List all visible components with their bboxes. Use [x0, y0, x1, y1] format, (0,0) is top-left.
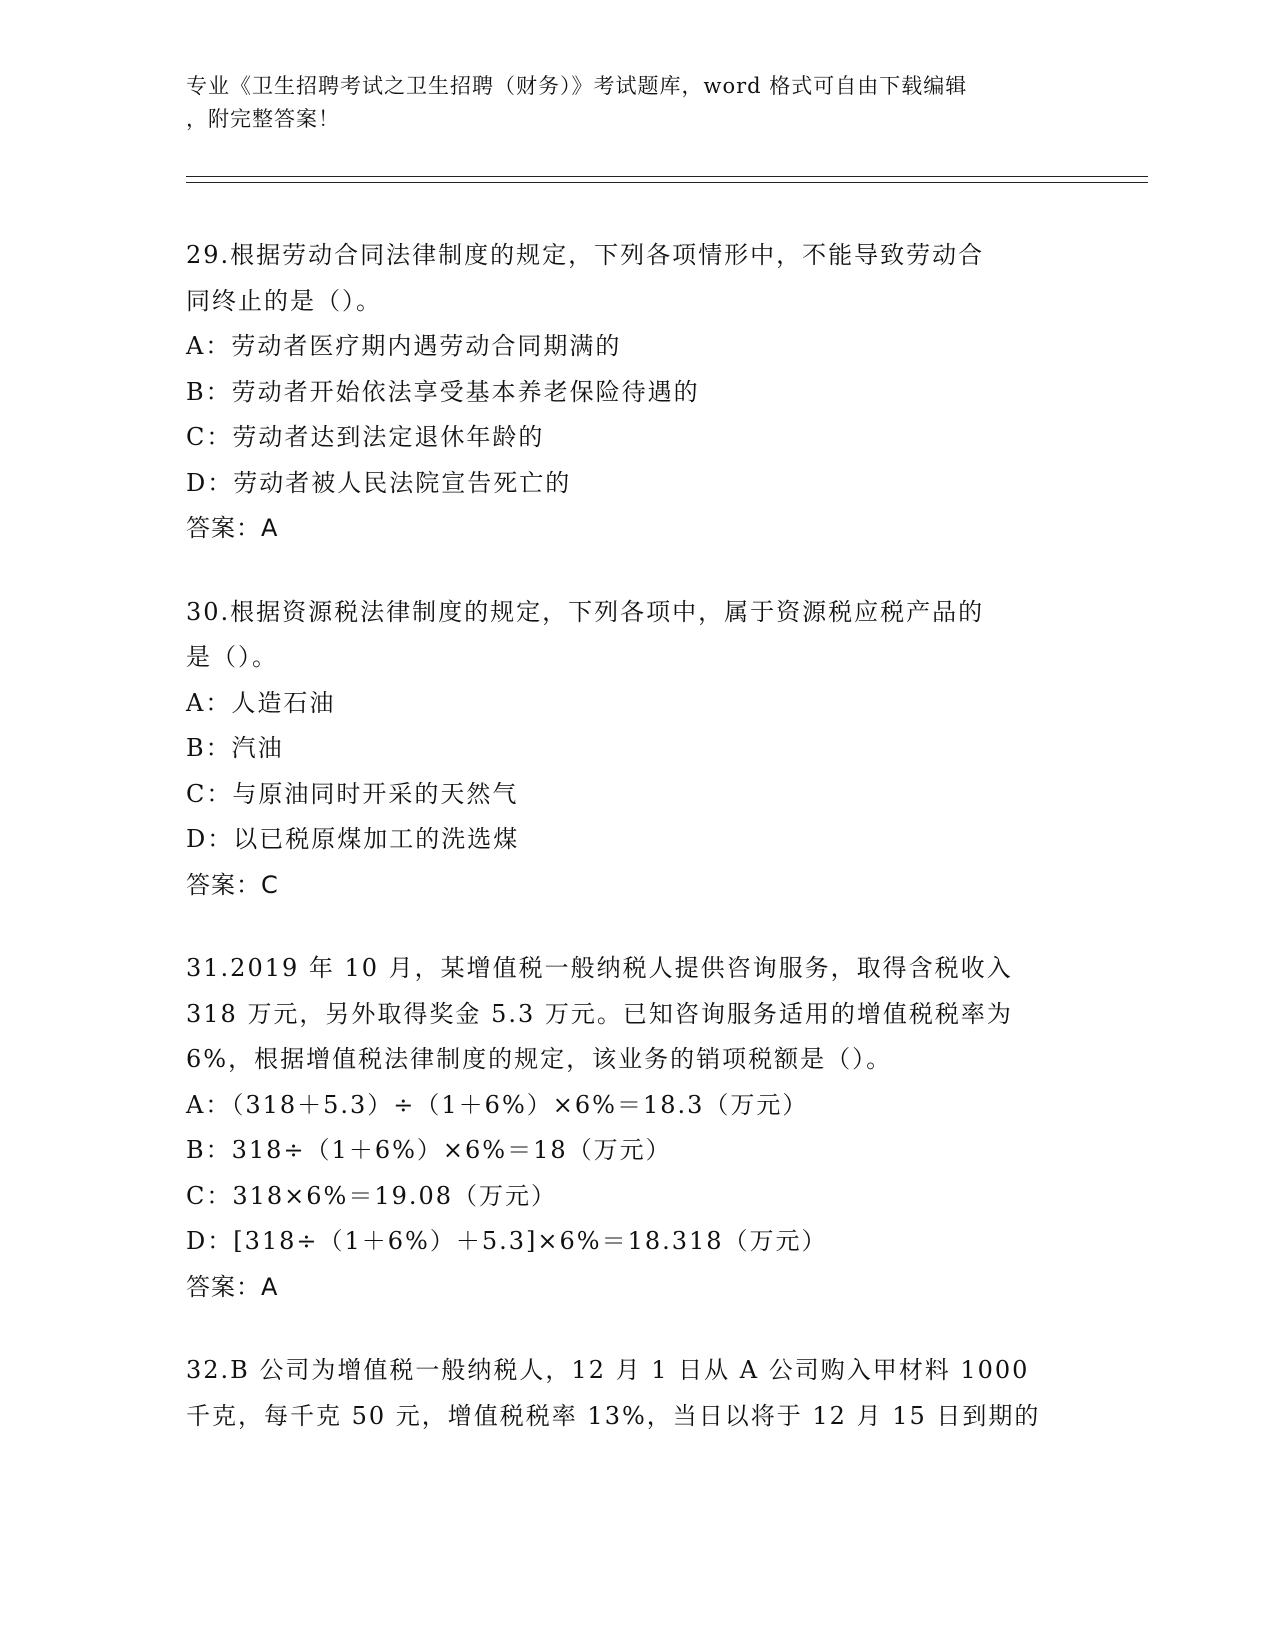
answer-line: 答案：A [186, 514, 279, 542]
question-31 [186, 946, 1086, 1310]
answer-line: 答案：C [186, 870, 279, 899]
header-line-1: 专业《卫生招聘考试之卫生招聘（财务）》考试题库，word 格式可自由下载编辑 [186, 74, 968, 98]
header-divider-bottom [186, 182, 1148, 183]
option-d: D：以已税原煤加工的洗选煤 [186, 825, 520, 853]
option-c: C：318×6%＝19.08（万元） [186, 1181, 558, 1210]
question-stem-line: 30.根据资源税法律制度的规定，下列各项中，属于资源税应税产品的 [186, 597, 985, 626]
option-d: D：劳动者被人民法院宣告死亡的 [186, 468, 572, 497]
question-stem-line: 31.2019 年 10 月，某增值税一般纳税人提供咨询服务，取得含税收入 [186, 954, 1013, 982]
option-d: D：[318÷（1＋6%）＋5.3]×6%＝18.318（万元） [186, 1227, 828, 1255]
option-c: C：与原油同时开采的天然气 [186, 779, 519, 808]
question-stem-line: 同终止的是（）。 [186, 286, 382, 315]
option-a: A：人造石油 [186, 688, 336, 717]
option-a: A：（318＋5.3）÷（1＋6%）×6%＝18.3（万元） [186, 1090, 809, 1119]
question-29 [186, 233, 1086, 552]
option-b: B：劳动者开始依法享受基本养老保险待遇的 [186, 377, 700, 406]
answer-line: 答案：A [186, 1272, 279, 1301]
question-list [186, 233, 1086, 1477]
question-stem-line: 29.根据劳动合同法律制度的规定，下列各项情形中，不能导致劳动合 [186, 241, 985, 269]
option-c: C：劳动者达到法定退休年龄的 [186, 423, 545, 451]
question-stem-line: 6%，根据增值税法律制度的规定，该业务的销项税额是（）。 [186, 1045, 893, 1073]
header-divider-top [186, 176, 1148, 177]
header-line-2: ，附完整答案！ [186, 107, 340, 131]
question-32 [186, 1348, 1086, 1439]
page-header [186, 70, 1066, 136]
option-b: B：汽油 [186, 734, 284, 762]
question-30 [186, 590, 1086, 909]
question-stem-line: 318 万元，另外取得奖金 5.3 万元。已知咨询服务适用的增值税税率为 [186, 999, 1013, 1028]
option-b: B：318÷（1＋6%）×6%＝18（万元） [186, 1136, 672, 1164]
question-stem-line: 32.B 公司为增值税一般纳税人，12 月 1 日从 A 公司购入甲材料 1000 [186, 1356, 1030, 1384]
option-a: A：劳动者医疗期内遇劳动合同期满的 [186, 332, 622, 360]
question-stem-line: 是（）。 [186, 643, 278, 671]
question-stem-line: 千克，每千克 50 元，增值税税率 13%，当日以将于 12 月 15 日到期的 [186, 1401, 1041, 1430]
